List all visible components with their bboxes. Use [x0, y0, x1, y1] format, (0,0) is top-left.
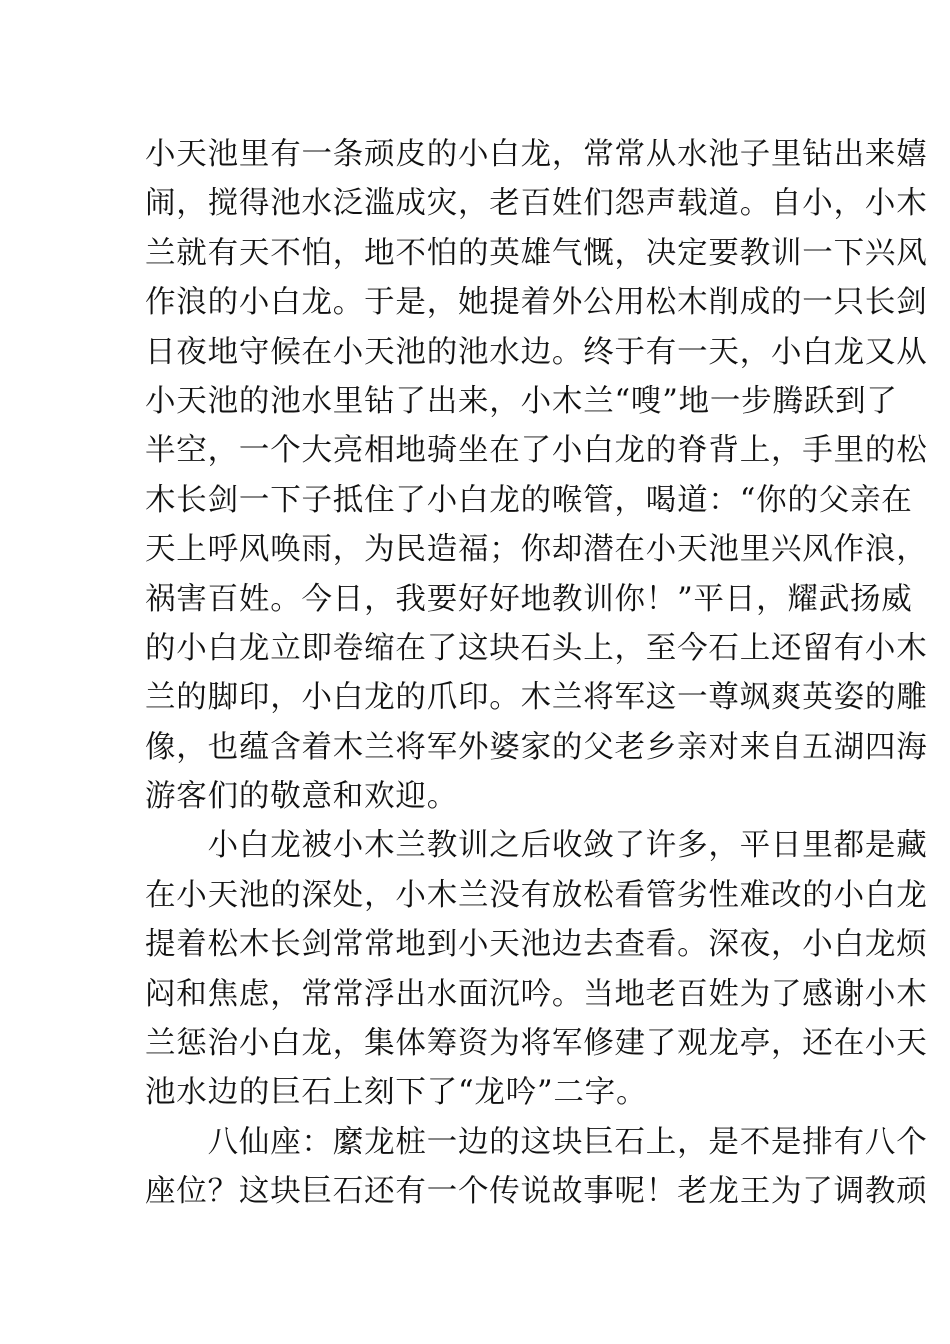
text-line-14: 游客们的敬意和欢迎。 — [145, 779, 458, 815]
text-line-4: 作浪的小白龙。于是，她提着外公用松木削成的一只长剑 — [145, 285, 928, 321]
text-line-5: 日夜地守候在小天池的池水边。终于有一天，小白龙又从 — [145, 334, 928, 370]
text-line-12: 兰的脚印，小白龙的爪印。木兰将军这一尊飒爽英姿的雕 — [145, 680, 928, 716]
text-line-18: 闷和焦虑，常常浮出水面沉吟。当地老百姓为了感谢小木 — [145, 976, 928, 1012]
text-line-9: 天上呼风唤雨，为民造福；你却潜在小天池里兴风作浪， — [145, 532, 928, 568]
text-line-19: 兰惩治小白龙，集体筹资为将军修建了观龙亭，还在小天 — [145, 1026, 928, 1062]
text-line-8: 木长剑一下子抵住了小白龙的喉管，喝道：“你的父亲在 — [145, 482, 913, 518]
text-line-13: 像，也蕴含着木兰将军外婆家的父老乡亲对来自五湖四海 — [145, 729, 928, 765]
text-line-3: 兰就有天不怕，地不怕的英雄气慨，决定要教训一下兴风 — [145, 235, 928, 271]
text-line-16: 在小天池的深处，小木兰没有放松看管劣性难改的小白龙 — [145, 877, 928, 913]
body-text — [145, 130, 928, 1217]
text-line-15: 小白龙被小木兰教训之后收敛了许多，平日里都是藏 — [145, 828, 928, 864]
text-line-2: 闹，搅得池水泛滥成灾，老百姓们怨声载道。自小，小木 — [145, 186, 928, 222]
text-line-17: 提着松木长剑常常地到小天池边去查看。深夜，小白龙烦 — [145, 927, 928, 963]
text-line-10: 祸害百姓。今日，我要好好地教训你！”平日，耀武扬威 — [145, 581, 913, 617]
text-line-7: 半空，一个大亮相地骑坐在了小白龙的脊背上，手里的松 — [145, 433, 928, 469]
text-line-1: 小天池里有一条顽皮的小白龙，常常从水池子里钻出来嬉 — [145, 137, 928, 172]
text-line-21: 八仙座：縻龙桩一边的这块巨石上，是不是排有八个 — [145, 1124, 928, 1160]
text-line-11: 的小白龙立即卷缩在了这块石头上，至今石上还留有小木 — [145, 630, 928, 666]
text-line-6: 小天池的池水里钻了出来，小木兰“嗖”地一步腾跃到了 — [145, 383, 898, 419]
text-line-22: 座位？这块巨石还有一个传说故事呢！老龙王为了调教顽 — [145, 1174, 928, 1210]
text-line-20: 池水边的巨石上刻下了“龙吟”二字。 — [145, 1075, 648, 1111]
